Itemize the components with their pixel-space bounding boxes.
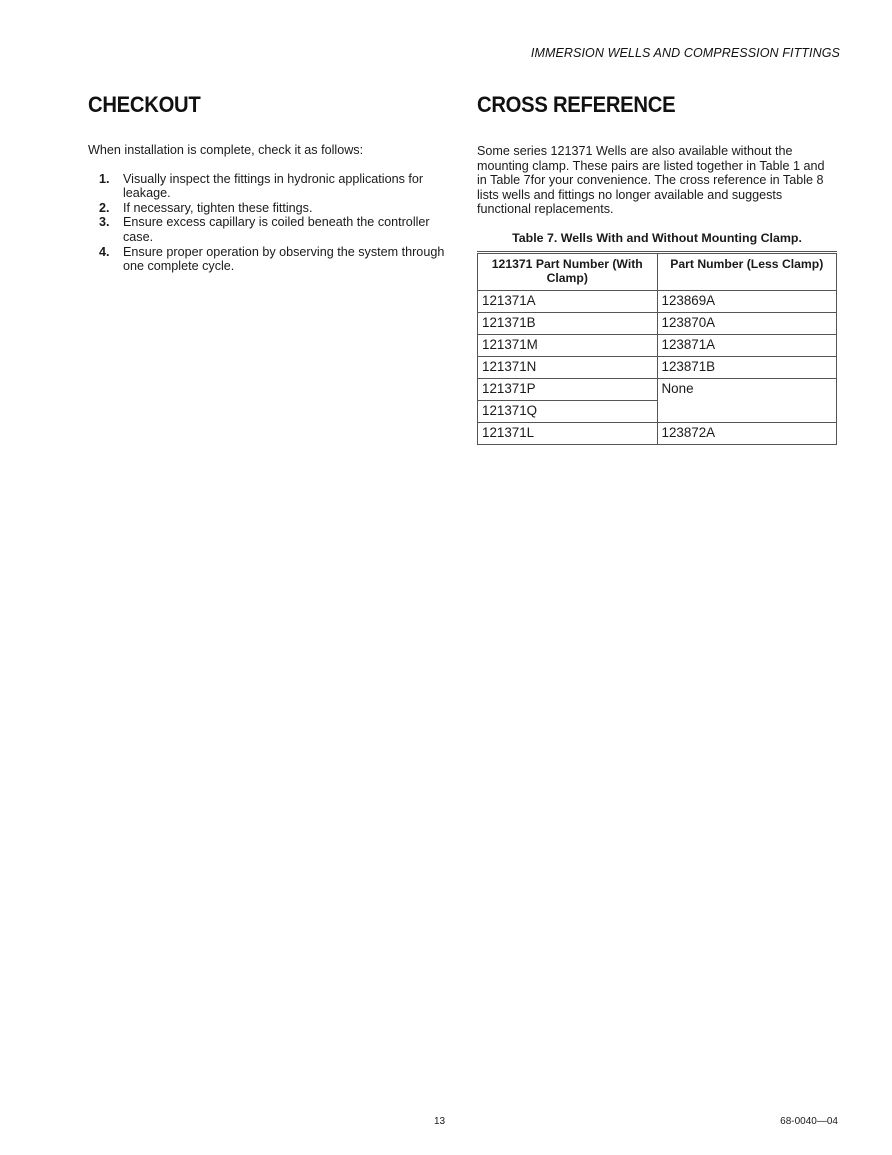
table-cell: 121371P (478, 378, 658, 400)
column-header-with-clamp: 121371 Part Number (With Clamp) (478, 252, 658, 290)
document-number: 68-0040—04 (780, 1116, 838, 1127)
table-cell: 123871A (657, 334, 837, 356)
checkout-heading: CHECKOUT (88, 92, 201, 117)
table-row (478, 334, 837, 356)
step-number: 4. (99, 244, 110, 259)
checkout-step (88, 245, 446, 274)
cross-reference-section (477, 92, 837, 445)
step-text: Ensure excess capillary is coiled beneath the controller case. (123, 215, 430, 244)
table-cell: 121371M (478, 334, 658, 356)
table-cell: 121371L (478, 422, 658, 444)
step-text: Visually inspect the fittings in hydronic applications for leakage. (123, 171, 424, 201)
table-cell: 123870A (657, 312, 837, 334)
table-row (478, 378, 837, 400)
table-row (478, 312, 837, 334)
cross-reference-heading: CROSS REFERENCE (477, 92, 676, 117)
table-cell: 123872A (657, 422, 837, 444)
step-number: 2. (99, 200, 110, 215)
table-cell: 121371N (478, 356, 658, 378)
table-cell: 121371Q (478, 400, 658, 422)
table-row (478, 356, 837, 378)
checkout-step (88, 215, 446, 244)
table-cell: 121371B (478, 312, 658, 334)
step-number: 3. (99, 215, 110, 230)
checkout-step (88, 172, 446, 201)
step-number: 1. (99, 171, 110, 186)
table-cell: 123871B (657, 356, 837, 378)
table-row (478, 290, 837, 312)
table-cell-merged: None (657, 378, 837, 422)
step-text: If necessary, tighten these fittings. (123, 200, 313, 215)
table-cell: 123869A (657, 290, 837, 312)
checkout-step (88, 201, 446, 216)
checkout-intro: When installation is complete, check it as follows: (88, 143, 364, 157)
table-cell: 121371A (478, 290, 658, 312)
checkout-steps (88, 172, 446, 274)
page-number: 13 (434, 1116, 446, 1127)
running-header: IMMERSION WELLS AND COMPRESSION FITTINGS (530, 46, 840, 60)
step-text: Ensure proper operation by observing the system through one complete cycle. (123, 244, 445, 274)
table-title: Table 7. Wells With and Without Mounting Clamp. (512, 230, 802, 245)
checkout-section (88, 92, 446, 274)
table-header-row (478, 252, 837, 290)
cross-reference-table (477, 251, 837, 445)
table-row (478, 422, 837, 444)
cross-reference-paragraph: Some series 121371 Wells are also available without the mounting clamp. These pairs are listed together in Table 1 and in Table 7for your convenience. The cross reference in Table 8 lists wells and fittings no longer available and suggests functional replacements. (477, 144, 825, 217)
column-header-less-clamp: Part Number (Less Clamp) (657, 252, 837, 290)
